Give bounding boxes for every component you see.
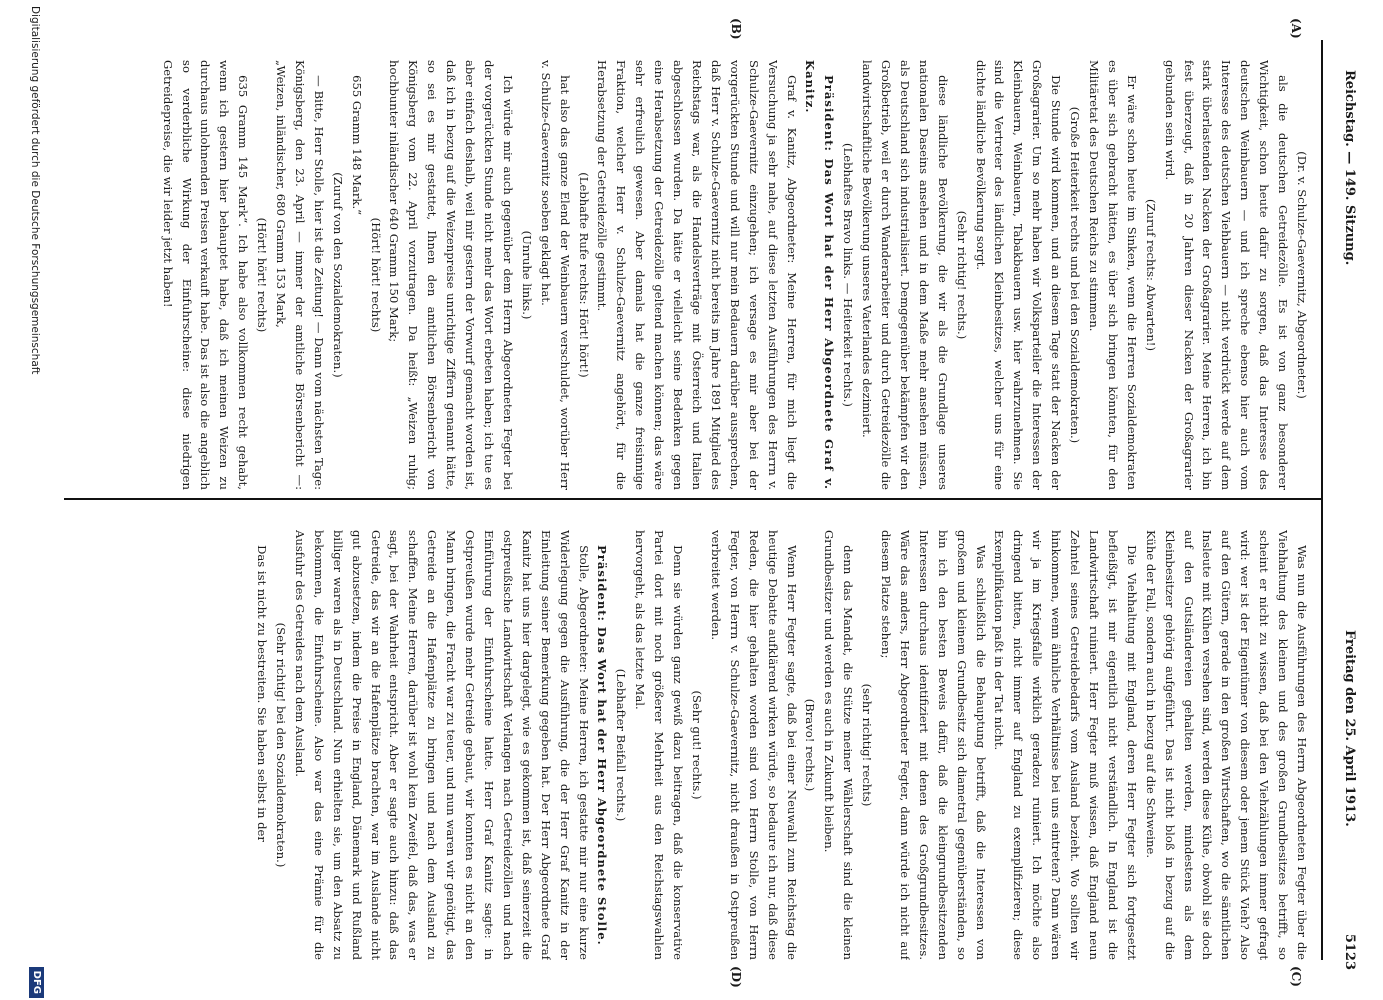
interjection: (Hört! hört! rechts) [368,217,383,333]
paragraph: diese ländliche Bevölkerung, die wir als die Grundlage unseres nationalen Daseins ansehen und in dem Maße mehr ansehen müssen, als Deutschland sich industrialisiert. Demgegenüber bekämpfen wir den Großbetrieb, weil er durch Wanderarbeiter und durch Getreidezölle die landwirtschaftliche Bevölkerung unseres Vaterlandes dezimiert. [860,60,950,490]
footer-text: Digitalisierung gefördert durch die Deutsche Forschungsgemeinschaft [29,6,41,375]
paragraph: Stolle, Abgeordneter: Meine Herren, ich gestatte mir nur eine kurze Widerlegung gegen die Ausführung, die der Herr Graf Kanitz in der Einleitung seiner Bemerkung gegeben hat. Der Herr Abgeordnete Graf Kanitz hat uns hier dargelegt, wie es gekommen ist, daß seinerzeit die ostpreußische Landwirtschaft Verlangen nach Getreidezöllen und nach Einführung der Einfuhrscheine hatte. Herr Graf Kanitz sagte: in Ostpreußen wurde mehr Getreide gebaut, wir konnten es nicht an den Mann bringen, die Fracht war zu teuer, und nun waren wir genötigt, das Getreide an die Hafenplätze zu bringen und nach dem Ausland zu schaffen. Meine Herren, darüber ist wohl kein Zweifel, daß das, was er sagt, bei der Wahrheit entspricht. Aber er sagte auch hinzu: daß das Getreide, das wir an die Hafenplätze brachten, war im Auslande nicht gut abzusetzen, indem die Preise in England, Dänemark und Rußland billiger waren als in Deutschland. Nun erhielten sie, um den Absatz zu bekommen, die Einfuhrscheine. Also war das eine Prämie für die Ausfuhr des Getreides nach dem Ausland. [292,530,591,960]
interjection: (Lebhaftes Bravo links. — Heiterkeit rechts.) [841,143,856,407]
right-column [81,530,1311,960]
interjection: (Zuruf von den Sozialdemokraten.) [330,172,345,378]
margin-mark-d: (D) [729,966,743,988]
interjection: (Große Heiterkeit rechts und bei den Sozialdemokraten.) [1068,106,1083,444]
interjection: (Sehr richtig! rechts.) [954,210,969,340]
paragraph: Was nun die Ausführungen des Herrn Abgeordneten Fegter über die Viehhaltung des kleinen und des großen Grundbesitzes betrifft, so scheint er nicht zu wissen, daß bei den Viehzählungen immer gefragt wird: wer ist der Eigentümer von diesem oder jenem Stück Vieh? Also auf den Gütern, gerade in den großen Wirtschaften, wo die sämtlichen Insleute mit Kühen versehen sind, werden diese Kühe, obwohl sie doch auf den Gutsländereien gehalten werden, mindestens als dem Kleinbesitzer gehörig aufgeführt. Das ist nicht bloß in bezug auf die Kühe der Fall, sondern auch in bezug auf die Schweine. [1143,530,1309,960]
paragraph: Was schließlich die Behauptung betrifft, daß die Interessen von großem und kleinem Grundbesitz sich diametral gegenüberständen, so bin ich den besten Beweis dafür, daß die kleingrundbesitzenden Interessen durchaus identifiziert mit denen des Großgrundbesitzes. Wäre das anders, Herr Abgeordneter Fegter, dann würde ich nicht auf diesem Platze stehen; [879,530,988,960]
paragraph: als die deutschen Getreidezölle. Es ist von ganz besonderer Wichtigkeit, schon heute dafür zu sorgen, daß das Interesse des deutschen Weinbauern — und ich spreche ebenso hier auch vom Interesse des deutschen Viehbauern — nicht verdrückt werde auf dem stark überlastenden Nacken der Großagrarier. Meine Herren, ich bin fest überzeugt, daß in 20 Jahren dieser Nacken der Großagrarier gebunden sein wird. [1162,60,1291,490]
paragraph: Ich würde mir auch gegenüber dem Herrn Abgeordneten Fegter bei der vorgerückten Stunde nicht mehr das Wort erbeten haben; ich tue es aber einfach deshalb, weil mir gestern der Vorwurf gemacht worden ist, daß ich in bezug auf die Weizenpreise unrichtige Ziffern genannt hätte, so sei es mir gestattet, Ihnen den amtlichen Börsenbericht von Königsberg vom 22. April vorzutragen. Da heißt: „Weizen ruhig; hochbunter inländischer 640 Gramm 150 Mark; [387,60,515,490]
interjection: (Lebhafter Beifall rechts.) [614,668,629,822]
interjection: (Sehr richtig! bei den Sozialdemokraten.) [274,622,289,868]
paragraph: Die Stunde wird kommen, und an diesem Tage statt der Nacken der Großagrarier. Um so mehr haben wir Volksparteiler die Interessen der Kleinbauern, Weinbauern, Tabakbauern usw. hier wahrzunehmen. Sie sind die Vertreter des ländlichen Kleinbesitzes, welcher uns für eine dichte ländliche Bevölkerung sorgt. [973,60,1064,490]
header-right: Freitag den 25. April 1913. [1342,630,1357,827]
margin-mark-b: (B) [729,18,743,40]
column-rule [64,498,1323,500]
dfg-logo: DFG [29,967,44,998]
paragraph: denn das Mandat, die Stütze meiner Wählerschaft sind die kleinen Grundbesitzer und werden es auch in Zukunft bleiben. [822,530,856,960]
paragraph: (Dr. v. Schulze-Gaevernitz, Abgeordneter.) [1295,151,1309,399]
speaker-paragraph: Präsident: Das Wort hat der Herr Abgeordnete Stolle. [595,545,610,946]
interjection: (Hört! hört! rechts) [255,217,270,333]
speaker-paragraph: Präsident: Das Wort hat der Herr Abgeordnete Graf v. Kanitz. [803,60,837,490]
left-column [81,60,1311,490]
margin-mark-a: (A) [1289,18,1303,39]
paragraph: — Bitte, Herr Stolle, hier ist die Zeitung! — Dann vom nächsten Tage: Königsberg, den 23. April — immer der amtliche Börsenbericht —: „Weizen, inländischer, 680 Gramm 153 Mark, [274,60,326,490]
paragraph: Das ist nicht zu bestreiten. Sie haben selbst in der [255,545,270,842]
interjection: (Lebhafte Rufe rechts: Hört! hört!) [576,172,591,378]
paragraph: hat also das ganze Elend der Weinbauern verschuldet, worüber Herr v. Schulze-Gaevernitz soeben geklagt hat. [538,60,572,490]
header-rule [1321,40,1323,960]
paragraph: Graf v. Kanitz, Abgeordneter: Meine Herren, für mich liegt die Versuchung ja sehr nahe, auf diese letzten Ausführungen des Herrn v. Schulze-Gaevernitz einzugehen; ich versage es mir aber bei der vorgerückten Stunde und will nur mein Bedauern darüber aussprechen, daß Herr v. Schulze-Gaevernitz nicht bereits im Jahre 1891 Mitglied des Reichstags war, als die Handelsverträge mit Österreich und Italien abgeschlossen wurden. Da hätte er vielleicht seine Bedenken gegen eine Herabsetzung der Getreidezölle geltend machen können; das wäre sehr erfreulich gewesen. Aber damals hat die ganze freisinnige Fraktion, welcher Herr v. Schulze-Gaevernitz angehört, für die Herabsetzung der Getreidezölle gestimmt. [595,60,799,490]
paragraph: Wenn Herr Fegter sagte, daß bei einer Neuwahl zum Reichstag die heutige Debatte aufklärend wirken würde, so bedaure ich nur, daß diese Reden, die hier gehalten worden sind von Herrn Stolle, von Herrn Fegter, von Herrn v. Schulze-Gaevernitz, nicht draußen in Ostpreußen verbreitet werden. [708,530,799,960]
paragraph: Denn sie würden ganz gewiß dazu beitragen, daß die konservative Partei dort mit noch größerer Mehrheit aus den Reichstagswahlen hervorgeht, als das letzte Mal. [633,530,686,960]
interjection: (Bravo! rechts.) [803,698,818,792]
interjection: (Unruhe links.) [519,230,534,320]
paragraph: 655 Gramm 148 Mark.“ [349,75,364,216]
paragraph: 635 Gramm 145 Mark“. Ich habe also vollkommen recht gehabt, wenn ich gestern hier behauptet habe, daß ich meinen Weizen zu durchaus unlohnenden Preisen verkauft habe. Das ist also die angeblich so verderbliche Wirkung der Einfuhrscheine: diese niedrigen Getreidepreise, die wir leider jetzt haben! [160,60,251,490]
digitization-footer [17,0,47,1000]
paragraph: Die Viehhaltung mit England, deren Herr Fegter sich fortgesetzt befleißigt, ist mir eigentlich nicht verständlich. In England ist die Landwirtschaft ruiniert. Herr Fegter muß wissen, daß England neun Zehntel seines Getreidebedarfs vom Ausland bezieht. Wo sollten wir hinkommen, wenn ähnliche Verhältnisse bei uns eintreten? Dann wären wir ja im Kriegsfalle wirklich geradezu ruiniert. Ich möchte also dringend bitten, nicht immer auf England zu exemplifizieren; diese Exemplifikation paßt in der Tat nicht. [992,530,1139,960]
interjection: (Sehr gut! rechts.) [690,690,704,800]
margin-mark-c: (C) [1289,966,1303,987]
page-number: 5123 [1342,933,1357,970]
running-header [1333,30,1373,970]
interjection: (sehr richtig! rechts) [860,683,875,807]
paragraph: Er wäre schon heute im Sinken, wenn die Herren Sozialdemokraten es über sich gebracht hätten, es über sich bringen könnten, für den Militäretat des Deutschen Reichs zu stimmen. [1087,60,1139,490]
header-left: Reichstag. — 149. Sitzung. [1342,70,1357,266]
interjection: (Zuruf rechts: Abwarten!) [1143,199,1158,351]
